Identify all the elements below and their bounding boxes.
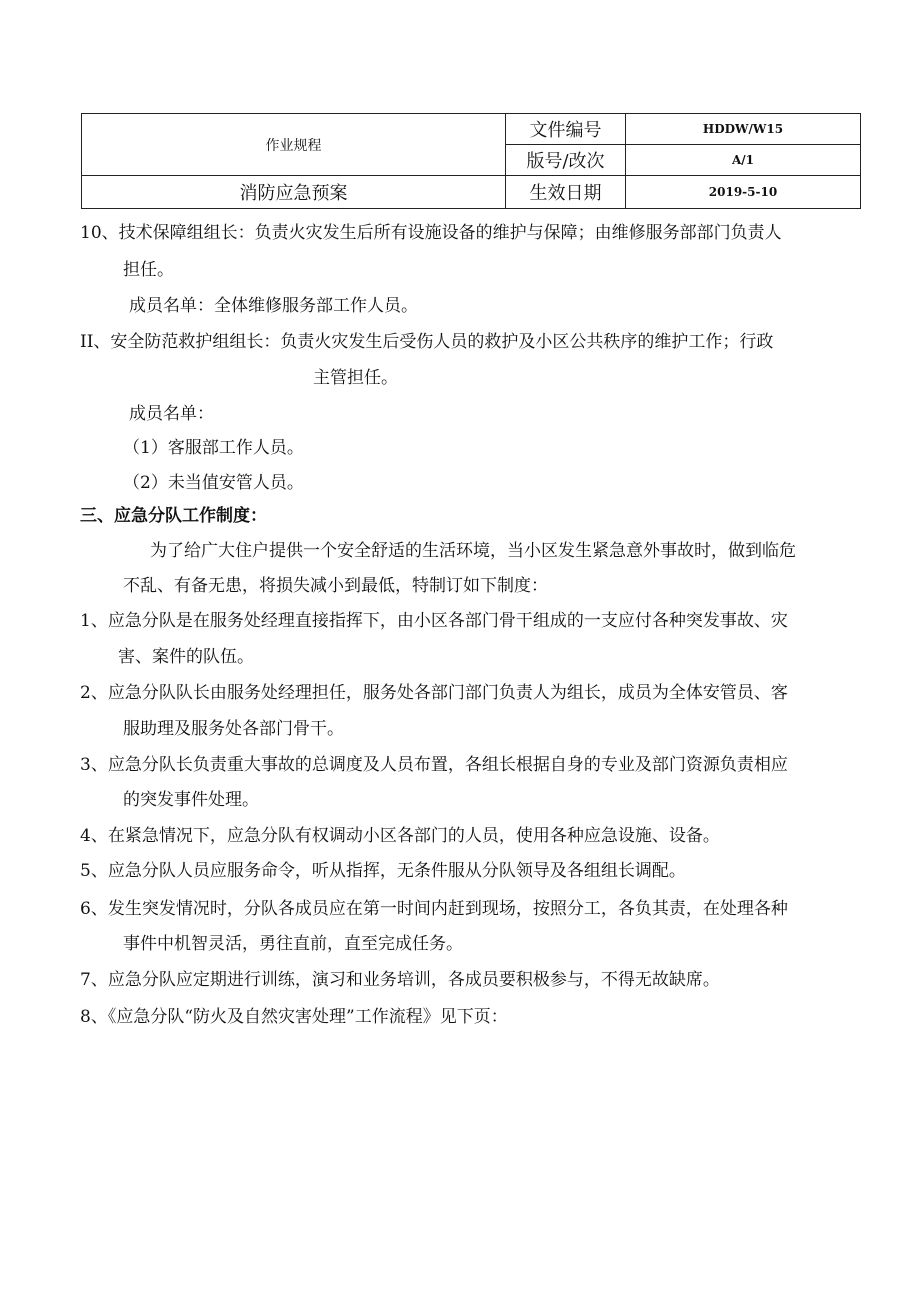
paragraph-line: （1）客服部工作人员。	[123, 438, 304, 458]
paragraph-line: 2、应急分队队长由服务处经理担任，服务处各部门部门负责人为组长，成员为全体安管员、客	[80, 683, 788, 703]
paragraph-line: 害、案件的队伍。	[118, 647, 254, 667]
version-value: A/1	[626, 145, 861, 176]
paragraph-line: 不乱、有备无患，将损失减小到最低，特制订如下制度：	[123, 576, 548, 596]
effective-date-value: 2019-5-10	[626, 176, 861, 209]
paragraph-line: 为了给广大住户提供一个安全舒适的生活环境，当小区发生紧急意外事故时，做到临危	[150, 541, 796, 561]
paragraph-line: 担任。	[123, 260, 174, 280]
paragraph-line: 服助理及服务处各部门骨干。	[123, 719, 344, 739]
paragraph-line: II、安全防范救护组组长：负责火灾发生后受伤人员的救护及小区公共秩序的维护工作；行政	[80, 332, 774, 352]
paragraph-line: 10、技术保障组组长：负责火灾发生后所有设施设备的维护与保障；由维修服务部部门负责人	[80, 223, 782, 243]
doc-type-cell: 作业规程	[82, 114, 506, 176]
paragraph-line: 成员名单：全体维修服务部工作人员。	[129, 296, 418, 316]
paragraph-line: 事件中机智灵活，勇往直前，直至完成任务。	[123, 934, 463, 954]
file-number-label: 文件编号	[506, 114, 626, 145]
paragraph-line: 主管担任。	[313, 368, 398, 388]
paragraph-line: 1、应急分队是在服务处经理直接指挥下，由小区各部门骨干组成的一支应付各种突发事故、灾	[80, 611, 788, 631]
paragraph-line: 的突发事件处理。	[123, 790, 259, 810]
paragraph-line: 3、应急分队长负责重大事故的总调度及人员布置，各组长根据自身的专业及部门资源负责相应	[80, 755, 788, 775]
paragraph-line: 8、《应急分队“防火及自然灾害处理”工作流程》见下页：	[80, 1007, 508, 1027]
paragraph-line: 5、应急分队人员应服务命令，听从指挥，无条件服从分队领导及各组组长调配。	[80, 861, 686, 881]
version-label: 版号/改次	[506, 145, 626, 176]
paragraph-line: （2）未当值安管人员。	[123, 473, 304, 493]
effective-date-label: 生效日期	[506, 176, 626, 209]
paragraph-line: 7、应急分队应定期进行训练，演习和业务培训，各成员要积极参与，不得无故缺席。	[80, 970, 720, 990]
doc-title-cell: 消防应急预案	[82, 176, 506, 209]
paragraph-line: 4、在紧急情况下，应急分队有权调动小区各部门的人员，使用各种应急设施、设备。	[80, 826, 720, 846]
paragraph-line: 成员名单：	[129, 404, 214, 424]
file-number-value: HDDW/W15	[626, 114, 861, 145]
section-heading: 三、应急分队工作制度：	[80, 506, 267, 526]
paragraph-line: 6、发生突发情况时，分队各成员应在第一时间内赶到现场，按照分工，各负其责，在处理各种	[80, 899, 788, 919]
